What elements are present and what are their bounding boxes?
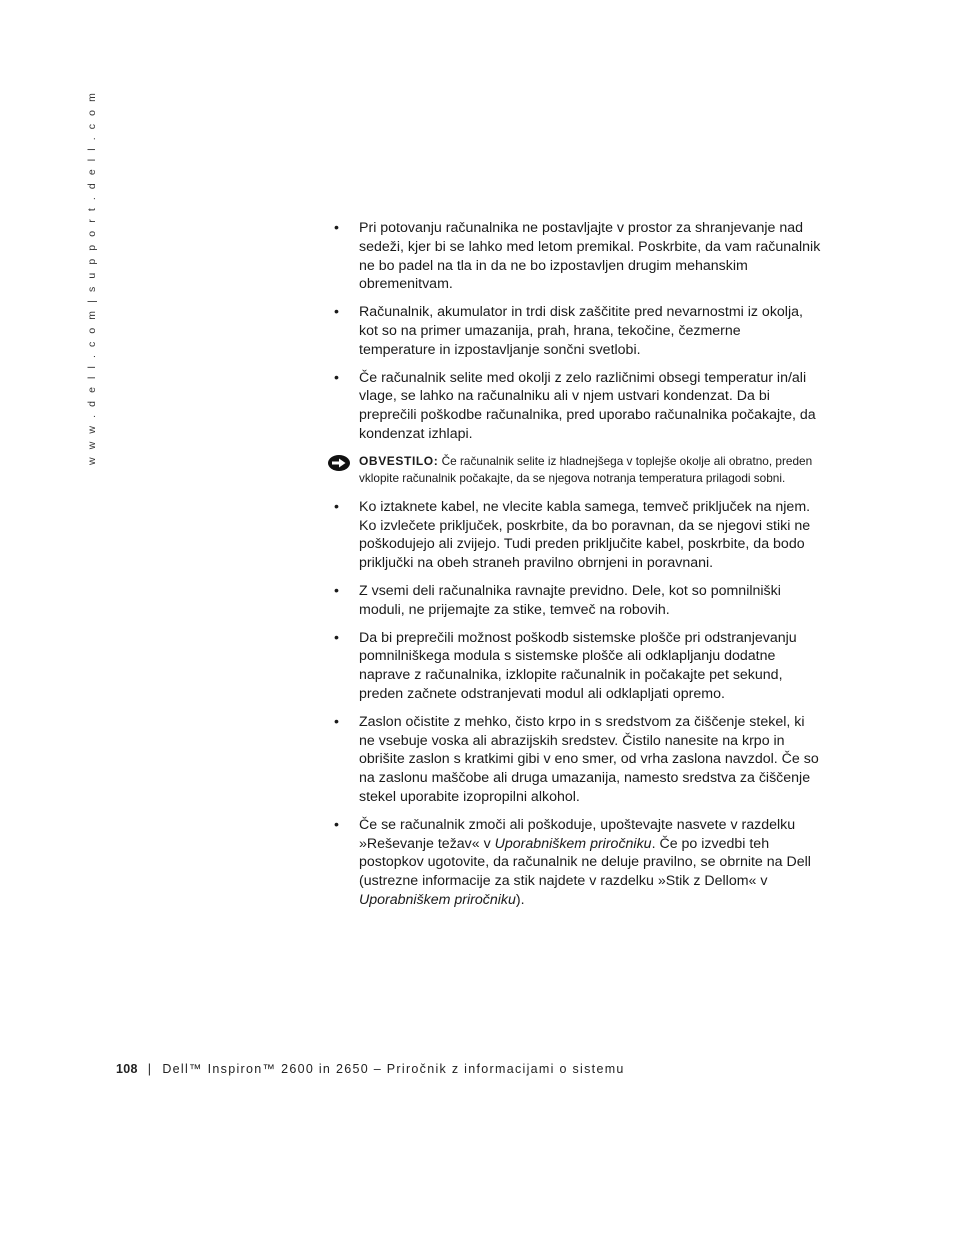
bullet-dot: • (334, 220, 339, 236)
footer-title: Dell™ Inspiron™ 2600 in 2650 – Priročnik z informacijami o sistemu (162, 1062, 625, 1076)
list-item (331, 303, 821, 359)
page-footer (116, 1062, 625, 1076)
list-item (331, 582, 821, 620)
bullet-dot: • (334, 498, 339, 515)
text-run: Če se računalnik zmoči ali poškoduje, upoštevajte nasvete v razdelku »Reševanje težav« v (359, 816, 796, 852)
list-item (331, 219, 821, 294)
notice-box (331, 453, 821, 487)
bullet-dot: • (334, 582, 339, 599)
list-item-text: Ko iztaknete kabel, ne vlecite kabla samega, temveč priključek na njem. Ko izvlečete priključek, poskrbite, da bo poravnan, da se njegovi stiki ne poškodujejo ali zvijejo. Tudi preden priključite kabel, poskrbite, da bodo priključki na obeh straneh pravilno obrnjeni in poravnani. (359, 498, 811, 572)
list-item (331, 629, 821, 704)
footer-separator: | (147, 1062, 153, 1076)
bullet-dot: • (334, 369, 339, 386)
list-item-text (359, 816, 821, 910)
list-item (331, 369, 821, 444)
main-content (331, 219, 821, 910)
notice-label: OBVESTILO: (359, 453, 439, 468)
bullet-dot: • (334, 629, 339, 646)
text-run: . Če po izvedbi teh postopkov ugotovite, da računalnik ne deluje pravilno, se obrnite na Dell (ustrezne informacije za stik najdete v razdelku »Stik z Dellom« v (359, 835, 811, 890)
list-item-text: Računalnik, akumulator in trdi disk zaščitite pred nevarnostmi iz okolja, kot so na primer umazanija, prah, hrana, tekočine, čezmerne temperature in izpostavljanje sončni svetlobi. (359, 304, 803, 358)
list-item-text: Če računalnik selite med okolji z zelo različnimi obsegi temperatur in/ali vlage, se lahko na računalniku ali v njem ustvari kondenzat. Da bi preprečili poškodbe računalnika, pred uporabo računalnika počakajte, da kondenzat izhlapi. (359, 369, 816, 442)
book-title: Uporabniškem priročniku (359, 891, 516, 908)
bullet-dot: • (334, 816, 339, 833)
list-item (331, 713, 821, 807)
list-item (331, 498, 821, 573)
side-url: w w w . d e l l . c o m | s u p p o r t . d e l l . c o m (86, 90, 98, 465)
list-item (331, 816, 821, 910)
notice-text: Če računalnik selite iz hladnejšega v toplejše okolje ali obratno, preden vklopite računalnik počakajte, da se njegova notranja temperatura prilagodi sobni. (359, 453, 813, 485)
list-item-text: Da bi preprečili možnost poškodb sistemske plošče pri odstranjevanju pomnilniškega modula s sistemske plošče ali odklapljanju dodatne naprave z računalnika, izklopite računalnik in počakajte pet sekund, preden začnete odstranjevati modul ali odklapljati opremo. (359, 629, 797, 702)
list-item-text: Pri potovanju računalnika ne postavljajte v prostor za shranjevanje nad sedeži, kjer bi se lahko med letom premikal. Poskrbite, da vam računalnik ne bo padel na tla in da ne bo izpostavljen drugim mehanskim obremenitvam. (359, 220, 821, 293)
book-title: Uporabniškem priročniku (494, 835, 652, 852)
page-number: 108 (116, 1062, 138, 1076)
bullet-dot: • (334, 304, 339, 321)
list-item-text: Zaslon očistite z mehko, čisto krpo in s sredstvom za čiščenje stekel, ki ne vsebuje voska ali abrazijskih sredstev. Čistilo nanesite na krpo in obrišite zaslon s kratkimi gibi v eno smer, od vrha zaslona navzdol. Če so na zaslonu maščobe ali druga umazanija, namesto sredstva za čiščenje stekel uporabite izopropilni alkohol. (359, 713, 819, 805)
text-run: ). (515, 891, 525, 908)
notice-icon (327, 454, 351, 472)
list-item-text: Z vsemi deli računalnika ravnajte previdno. Dele, kot so pomnilniški moduli, ne prijemajte za stike, temveč na robovih. (359, 582, 781, 618)
bullet-dot: • (334, 713, 339, 730)
